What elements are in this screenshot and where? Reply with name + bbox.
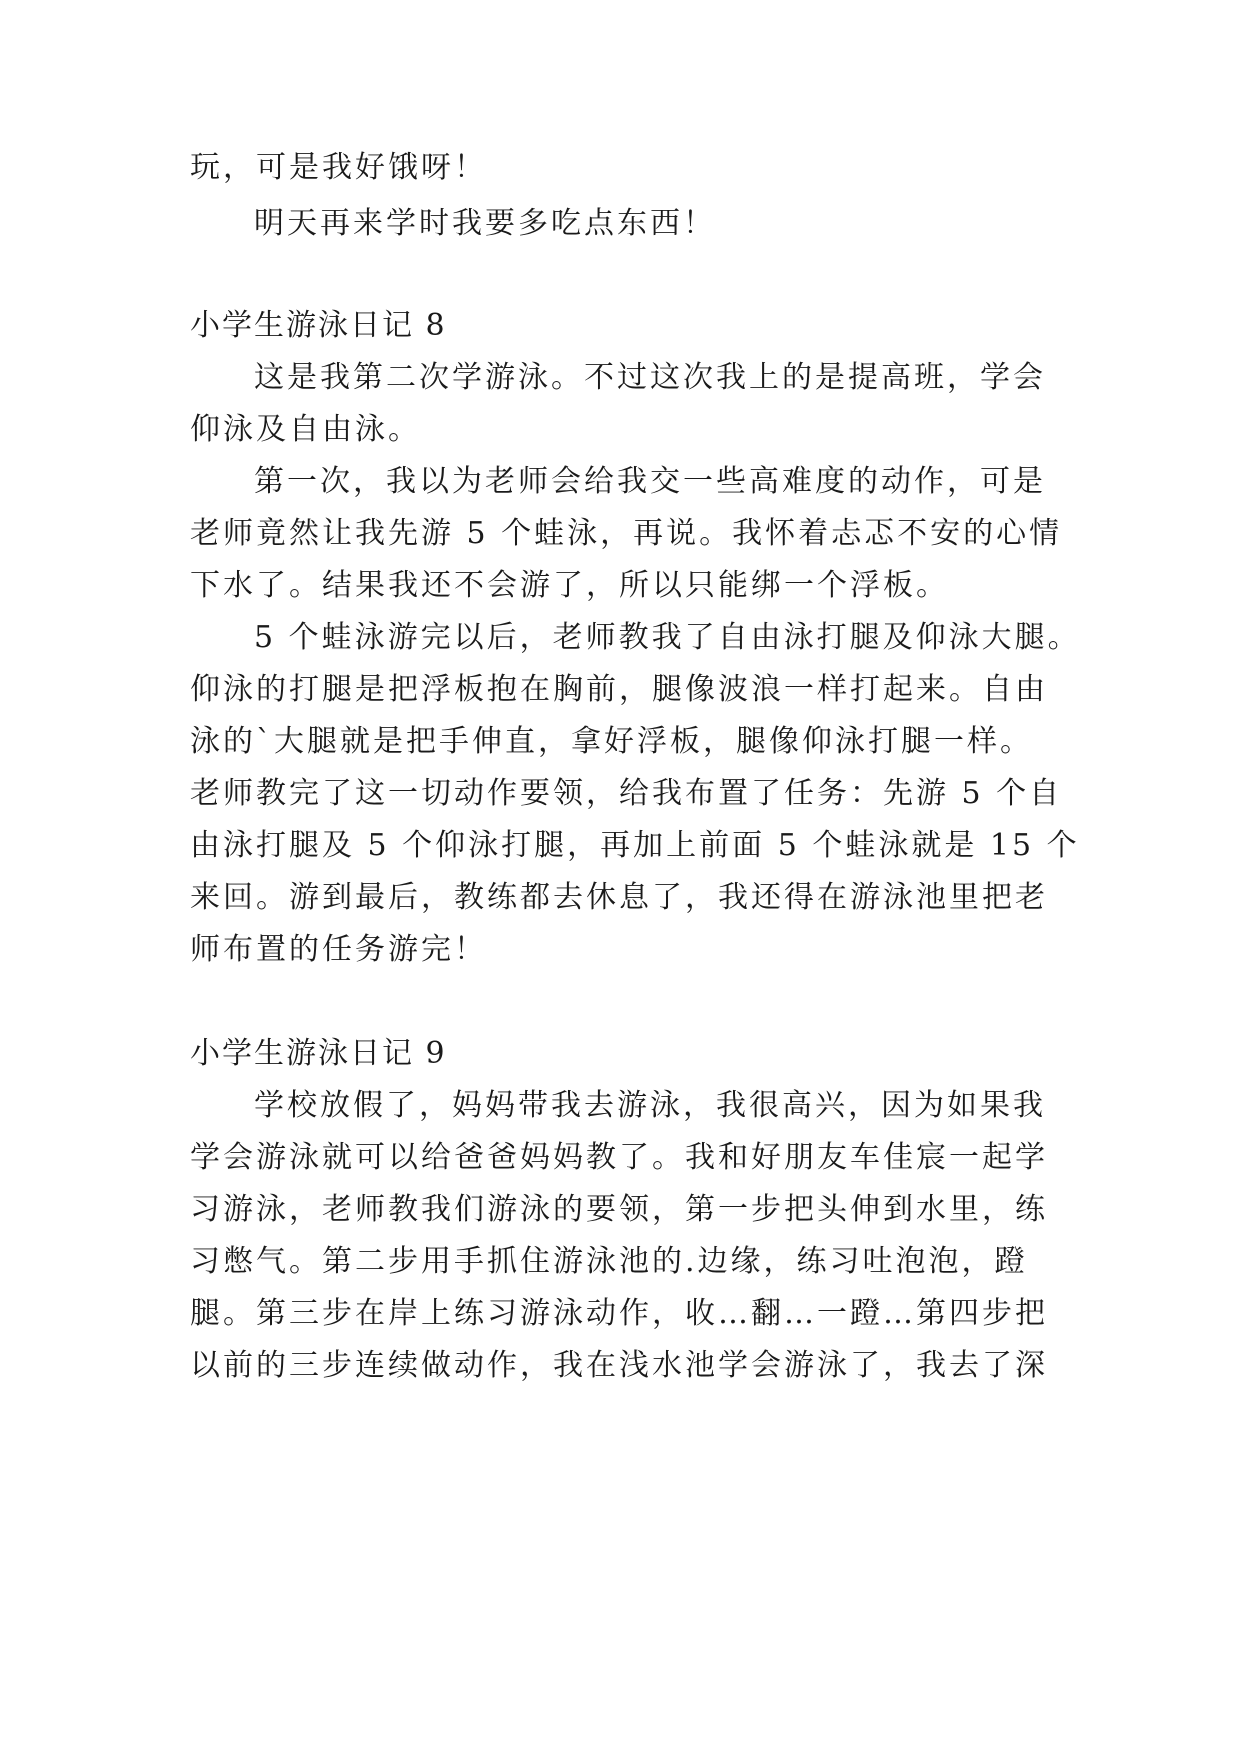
paragraph-line: 明天再来学时我要多吃点东西！ (254, 206, 716, 241)
paragraph-line: 由泳打腿及 5 个仰泳打腿，再加上前面 5 个蛙泳就是 15 个 (190, 828, 1080, 863)
paragraph-line: 5 个蛙泳游完以后，老师教我了自由泳打腿及仰泳大腿。 (254, 620, 1081, 655)
paragraph-line: 师布置的任务游完！ (190, 932, 487, 967)
paragraph-line: 以前的三步连续做动作，我在浅水池学会游泳了，我去了深 (190, 1348, 1048, 1383)
paragraph-line: 下水了。结果我还不会游了，所以只能绑一个浮板。 (190, 568, 949, 603)
paragraph-line: 玩，可是我好饿呀！ (190, 150, 487, 185)
paragraph-line: 老师竟然让我先游 5 个蛙泳，再说。我怀着忐忑不安的心情 (190, 516, 1063, 551)
paragraph-line: 这是我第二次学游泳。不过这次我上的是提高班，学会 (254, 360, 1046, 395)
section-heading: 小学生游泳日记 8 (190, 308, 447, 343)
paragraph-line: 来回。游到最后，教练都去休息了，我还得在游泳池里把老 (190, 880, 1048, 915)
paragraph-line: 仰泳及自由泳。 (190, 412, 421, 447)
paragraph-line: 仰泳的打腿是把浮板抱在胸前，腿像波浪一样打起来。自由 (190, 672, 1048, 707)
section-heading: 小学生游泳日记 9 (190, 1036, 447, 1071)
paragraph-line: 学校放假了，妈妈带我去游泳，我很高兴，因为如果我 (254, 1088, 1046, 1123)
paragraph-line: 学会游泳就可以给爸爸妈妈教了。我和好朋友车佳宸一起学 (190, 1140, 1048, 1175)
paragraph-line: 习憋气。第二步用手抓住游泳池的.边缘，练习吐泡泡，蹬 (190, 1244, 1028, 1279)
paragraph-line: 老师教完了这一切动作要领，给我布置了任务：先游 5 个自 (190, 776, 1063, 811)
paragraph-line: 腿。第三步在岸上练习游泳动作，收…翻…一蹬…第四步把 (190, 1296, 1048, 1331)
paragraph-line: 习游泳，老师教我们游泳的要领，第一步把头伸到水里，练 (190, 1192, 1048, 1227)
paragraph-line: 第一次，我以为老师会给我交一些高难度的动作，可是 (254, 464, 1046, 499)
paragraph-line: 泳的`大腿就是把手伸直，拿好浮板，腿像仰泳打腿一样。 (190, 724, 1033, 759)
